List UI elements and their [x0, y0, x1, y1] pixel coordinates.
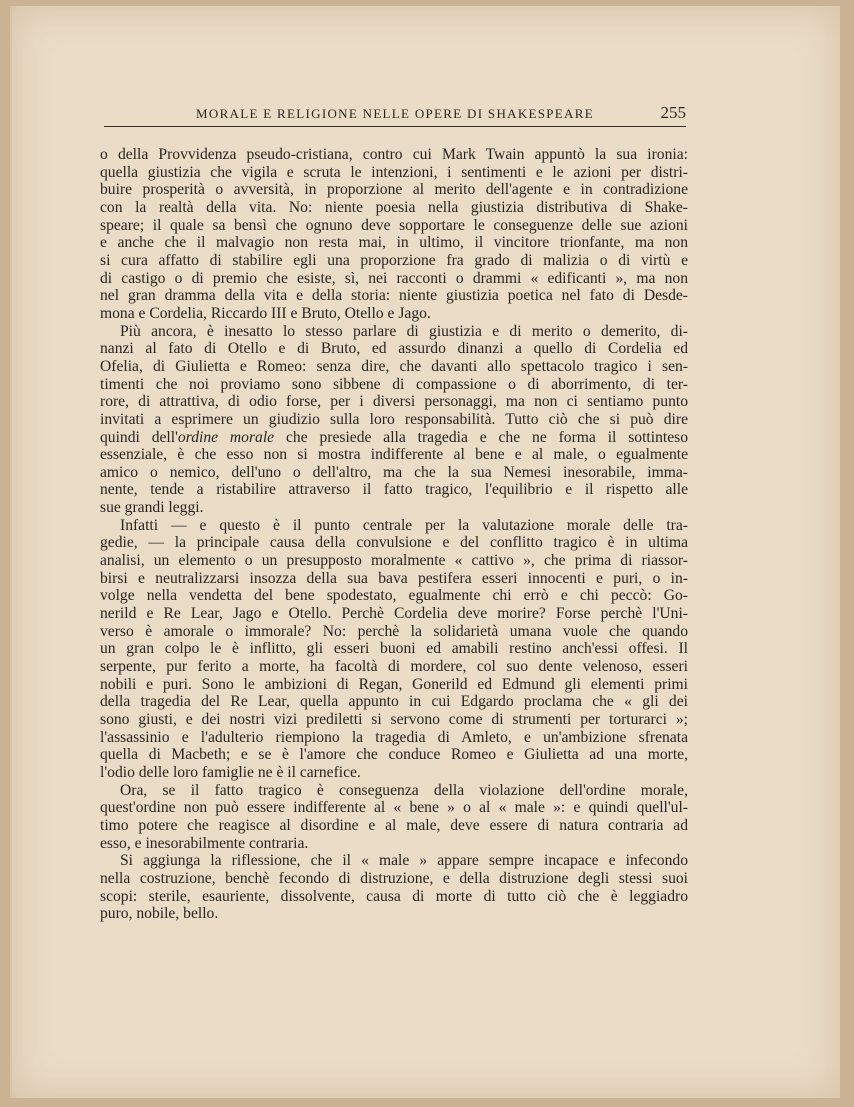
text-fragment: quindi dell' [100, 428, 178, 446]
text-line: quella giustizia che vigila e scruta le intenzioni, i sentimenti e le azioni per distri- [100, 163, 688, 181]
text-line: nel gran dramma della vita e della storia: niente giustizia poetica nel fato di Desde- [100, 287, 688, 305]
text-line: mona e Cordelia, Riccardo III e Bruto, Otello e Jago. [100, 304, 431, 322]
text-line: l'assassinio e l'adulterio riempiono la tragedia di Amleto, e un'ambizione sfrenata [100, 728, 688, 746]
text-line: puro, nobile, bello. [100, 905, 219, 923]
text-line: un gran colpo le è inflitto, gli esseri buoni ed amabili restino anch'essi offesi. Il [100, 640, 688, 658]
text-line: invitati a esprimere un giudizio sulla loro responsabilità. Tutto ciò che si può dire [100, 410, 688, 428]
text-line: si cura affatto di stabilire egli una proporzione fra grado di malizia o di virtù e [100, 251, 688, 269]
text-line: di castigo o di premio che esiste, sì, nei racconti o drammi « edificanti », ma non [100, 269, 688, 287]
paragraph-5 [100, 852, 688, 923]
text-line: timenti che noi proviamo sono sibbene di compassione o di aborrimento, di ter- [100, 375, 688, 393]
text-line: nerild e Re Lear, Jago e Otello. Perchè Cordelia deve morire? Forse perchè l'Uni- [100, 605, 688, 623]
text-line: Si aggiunga la riflessione, che il « male » appare sempre incapace e infecondo [120, 852, 688, 870]
paragraph-3 [100, 517, 688, 782]
text-line: analisi, un elemento o un presupposto moralmente « cattivo », che prima di riassor- [100, 552, 688, 570]
text-line: buire prosperità o avversità, in proporzione al merito dell'agente e in contradizione [100, 181, 688, 199]
text-line: Ofelia, di Giulietta e Romeo: senza dire, che davanti allo spettacolo tragico i sen- [100, 357, 688, 375]
text-line: quella di Macbeth; e se è l'amore che conduce Romeo e Giulietta ad una morte, [100, 746, 688, 764]
text-line: e anche che il malvagio non resta mai, in ultimo, il vincitore trionfante, ma non [100, 234, 688, 252]
running-title: MORALE E RELIGIONE NELLE OPERE DI SHAKESPEARE [196, 106, 594, 121]
page-number: 255 [660, 103, 686, 122]
text-line-with-emphasis [100, 429, 688, 447]
text-line: con la realtà della vita. No: niente poesia nella giustizia distributiva di Shake- [100, 198, 688, 216]
text-line: speare; il quale sa bensì che ognuno deve sopportare le conseguenze delle sue azioni [100, 216, 688, 234]
text-line: quest'ordine non può essere indifferente al « bene » o al « male »: e quindi quell'ul- [100, 799, 688, 817]
italic-term: ordine morale [177, 428, 275, 446]
text-line: l'odio delle loro famiglie ne è il carnefice. [100, 763, 361, 781]
text-line: nobili e puri. Sono le ambizioni di Regan, Gonerild ed Edmund gli elementi primi [100, 675, 688, 693]
text-line: nente, tende a ristabilire attraverso il fatto tragico, l'equilibrio e il rispetto alle [100, 481, 688, 499]
text-line: o della Provvidenza pseudo-cristiana, contro cui Mark Twain appuntò la sua ironia: [100, 146, 688, 163]
text-line: essenziale, è che esso non si mostra indifferente al bene e al male, o egualmente [100, 446, 688, 464]
text-line: gedie, — la principale causa della convulsione e del conflitto tragico è in ultima [100, 534, 688, 552]
text-line: della tragedia del Re Lear, quella appunto in cui Edgardo proclama che « gli dei [100, 693, 688, 711]
text-line: sono giusti, e dei nostri vizi prediletti si servono come di strumenti per torturarci »; [100, 711, 688, 728]
text-line: rore, di attrattiva, di odio forse, per i diversi personaggi, ma non ci sentiamo punto [100, 393, 688, 411]
text-line: scopi: sterile, esauriente, dissolvente, causa di morte di tutto ciò che è leggiadro [100, 887, 688, 905]
text-line: nella costruzione, benchè fecondo di distruzione, e della distruzione degli stessi suoi [100, 869, 688, 887]
text-line: Infatti — e questo è il punto centrale per la valutazione morale delle tra- [120, 516, 688, 534]
text-line: verso è amorale o immorale? No: perchè la solidarietà umana vuole che quando [100, 622, 688, 640]
text-line: serpente, pur ferito a morte, ha facoltà di mordere, col suo dente velenoso, esseri [100, 658, 688, 676]
body-text [100, 146, 688, 923]
paragraph-1 [100, 146, 688, 323]
text-line: esso, e inesorabilmente contraria. [100, 834, 309, 852]
text-fragment: che presiede alla tragedia e che ne forma il sottinteso [274, 428, 688, 446]
page-header [104, 100, 686, 127]
text-line: Ora, se il fatto tragico è conseguenza della violazione dell'ordine morale, [120, 781, 688, 799]
text-line: timo potere che reagisce al disordine e al male, deve essere di natura contraria ad [100, 816, 688, 834]
text-line: nanzi al fato di Otello e di Bruto, ed assurdo dinanzi a quello di Cordelia ed [100, 340, 688, 358]
text-line: sue grandi leggi. [100, 499, 204, 517]
text-line: birsi e neutralizzarsi insozza della sua bava pestifera esseri innocenti e puri, o in- [100, 569, 688, 587]
paragraph-4 [100, 782, 688, 853]
text-line: Più ancora, è inesatto lo stesso parlare di giustizia e di merito o demerito, di- [120, 322, 688, 340]
paragraph-2 [100, 323, 688, 517]
text-line: amico o nemico, dell'uno o dell'altro, ma che la sua Nemesi inesorabile, imma- [100, 463, 688, 481]
text-line: volge nella vendetta del bene spodestato, egualmente chi errò e chi peccò: Go- [100, 587, 688, 605]
